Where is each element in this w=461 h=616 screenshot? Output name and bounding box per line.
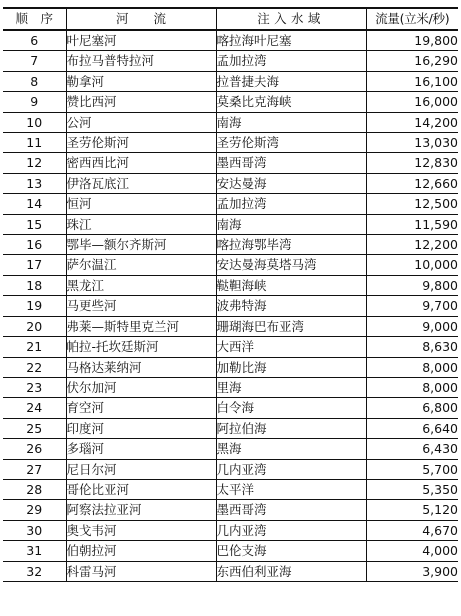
row-destination: 几内亚湾 [216, 459, 366, 479]
row-flow: 6,430 [366, 439, 458, 459]
row-index: 26 [3, 439, 66, 459]
row-river-name: 印度河 [66, 418, 216, 438]
row-flow: 4,670 [366, 520, 458, 540]
row-river-name: 珠江 [66, 214, 216, 234]
row-flow: 6,640 [366, 418, 458, 438]
row-destination: 墨西哥湾 [216, 153, 366, 173]
row-destination: 孟加拉湾 [216, 194, 366, 214]
table-row [3, 296, 458, 316]
table-row [3, 541, 458, 561]
row-index: 23 [3, 377, 66, 397]
row-index: 9 [3, 92, 66, 112]
row-river-name: 鄂毕—额尔齐斯河 [66, 235, 216, 255]
river-flow-table [3, 7, 458, 582]
row-flow: 12,660 [366, 173, 458, 193]
row-river-name: 帕拉-托坎廷斯河 [66, 337, 216, 357]
row-destination: 拉普捷夫海 [216, 71, 366, 91]
table-row [3, 316, 458, 336]
table-row [3, 561, 458, 581]
row-index: 14 [3, 194, 66, 214]
row-destination: 东西伯利亚海 [216, 561, 366, 581]
table-row [3, 194, 458, 214]
table-row [3, 459, 458, 479]
table-row [3, 153, 458, 173]
row-flow: 8,000 [366, 377, 458, 397]
row-river-name: 恒河 [66, 194, 216, 214]
row-river-name: 萨尔温江 [66, 255, 216, 275]
row-destination: 孟加拉湾 [216, 51, 366, 71]
row-index: 25 [3, 418, 66, 438]
row-destination: 巴伦支海 [216, 541, 366, 561]
row-destination: 南海 [216, 214, 366, 234]
row-destination: 莫桑比克海峡 [216, 92, 366, 112]
row-river-name: 育空河 [66, 398, 216, 418]
row-destination: 加勒比海 [216, 357, 366, 377]
row-destination: 墨西哥湾 [216, 500, 366, 520]
row-destination: 喀拉海鄂毕湾 [216, 235, 366, 255]
table-row [3, 173, 458, 193]
row-river-name: 赞比西河 [66, 92, 216, 112]
table-row [3, 214, 458, 234]
row-index: 18 [3, 275, 66, 295]
row-river-name: 布拉马普特拉河 [66, 51, 216, 71]
row-index: 16 [3, 235, 66, 255]
table-row [3, 357, 458, 377]
row-destination: 白令海 [216, 398, 366, 418]
table-row [3, 92, 458, 112]
table-row [3, 275, 458, 295]
row-index: 15 [3, 214, 66, 234]
table-row [3, 398, 458, 418]
table-row [3, 71, 458, 91]
row-river-name: 多瑙河 [66, 439, 216, 459]
row-destination: 波弗特海 [216, 296, 366, 316]
row-river-name: 圣劳伦斯河 [66, 133, 216, 153]
row-flow: 12,500 [366, 194, 458, 214]
row-river-name: 哥伦比亚河 [66, 479, 216, 499]
table-row [3, 520, 458, 540]
row-index: 30 [3, 520, 66, 540]
row-flow: 11,590 [366, 214, 458, 234]
row-destination: 大西洋 [216, 337, 366, 357]
row-destination: 太平洋 [216, 479, 366, 499]
row-flow: 5,700 [366, 459, 458, 479]
row-index: 27 [3, 459, 66, 479]
row-index: 28 [3, 479, 66, 499]
table-row [3, 479, 458, 499]
row-index: 20 [3, 316, 66, 336]
row-destination: 南海 [216, 112, 366, 132]
row-index: 6 [3, 30, 66, 51]
row-destination: 圣劳伦斯湾 [216, 133, 366, 153]
row-flow: 12,830 [366, 153, 458, 173]
row-index: 8 [3, 71, 66, 91]
row-index: 12 [3, 153, 66, 173]
row-flow: 5,350 [366, 479, 458, 499]
table-row [3, 133, 458, 153]
row-river-name: 叶尼塞河 [66, 30, 216, 51]
row-destination: 阿拉伯海 [216, 418, 366, 438]
row-river-name: 伊洛瓦底江 [66, 173, 216, 193]
table-row [3, 112, 458, 132]
row-flow: 14,200 [366, 112, 458, 132]
table-row [3, 439, 458, 459]
row-flow: 12,200 [366, 235, 458, 255]
row-index: 21 [3, 337, 66, 357]
table-header-row [3, 8, 458, 30]
row-destination: 安达曼海莫塔马湾 [216, 255, 366, 275]
row-river-name: 科雷马河 [66, 561, 216, 581]
row-flow: 5,120 [366, 500, 458, 520]
row-flow: 9,000 [366, 316, 458, 336]
row-index: 22 [3, 357, 66, 377]
row-index: 7 [3, 51, 66, 71]
row-river-name: 奥戈韦河 [66, 520, 216, 540]
row-river-name: 黑龙江 [66, 275, 216, 295]
row-river-name: 尼日尔河 [66, 459, 216, 479]
row-index: 13 [3, 173, 66, 193]
row-index: 31 [3, 541, 66, 561]
row-river-name: 马格达莱纳河 [66, 357, 216, 377]
row-flow: 16,290 [366, 51, 458, 71]
header-flow: 流量(立米/秒) [366, 8, 458, 30]
row-destination: 鞑靼海峡 [216, 275, 366, 295]
row-river-name: 密西西比河 [66, 153, 216, 173]
row-flow: 8,000 [366, 357, 458, 377]
header-index: 顺 序 [3, 8, 66, 30]
row-river-name: 伏尔加河 [66, 377, 216, 397]
row-destination: 里海 [216, 377, 366, 397]
row-destination: 喀拉海叶尼塞 [216, 30, 366, 51]
header-destination: 注入水域 [216, 8, 366, 30]
row-flow: 9,800 [366, 275, 458, 295]
table-row [3, 337, 458, 357]
row-river-name: 勒拿河 [66, 71, 216, 91]
table-row [3, 500, 458, 520]
header-river: 河 流 [66, 8, 216, 30]
row-index: 32 [3, 561, 66, 581]
row-flow: 3,900 [366, 561, 458, 581]
row-flow: 8,630 [366, 337, 458, 357]
row-index: 19 [3, 296, 66, 316]
row-destination: 安达曼海 [216, 173, 366, 193]
row-flow: 19,800 [366, 30, 458, 51]
row-river-name: 马更些河 [66, 296, 216, 316]
row-flow: 13,030 [366, 133, 458, 153]
table-row [3, 51, 458, 71]
table-row [3, 30, 458, 51]
row-river-name: 弗莱—斯特里克兰河 [66, 316, 216, 336]
row-flow: 9,700 [366, 296, 458, 316]
row-destination: 黑海 [216, 439, 366, 459]
row-index: 11 [3, 133, 66, 153]
row-index: 29 [3, 500, 66, 520]
row-destination: 珊瑚海巴布亚湾 [216, 316, 366, 336]
table-row [3, 418, 458, 438]
row-destination: 几内亚湾 [216, 520, 366, 540]
row-flow: 4,000 [366, 541, 458, 561]
table-row [3, 255, 458, 275]
row-index: 17 [3, 255, 66, 275]
row-flow: 16,100 [366, 71, 458, 91]
row-index: 10 [3, 112, 66, 132]
row-river-name: 阿察法拉亚河 [66, 500, 216, 520]
table-body [3, 30, 458, 581]
row-river-name: 公河 [66, 112, 216, 132]
row-river-name: 伯朝拉河 [66, 541, 216, 561]
table-row [3, 235, 458, 255]
row-flow: 10,000 [366, 255, 458, 275]
row-index: 24 [3, 398, 66, 418]
row-flow: 6,800 [366, 398, 458, 418]
row-flow: 16,000 [366, 92, 458, 112]
table-row [3, 377, 458, 397]
